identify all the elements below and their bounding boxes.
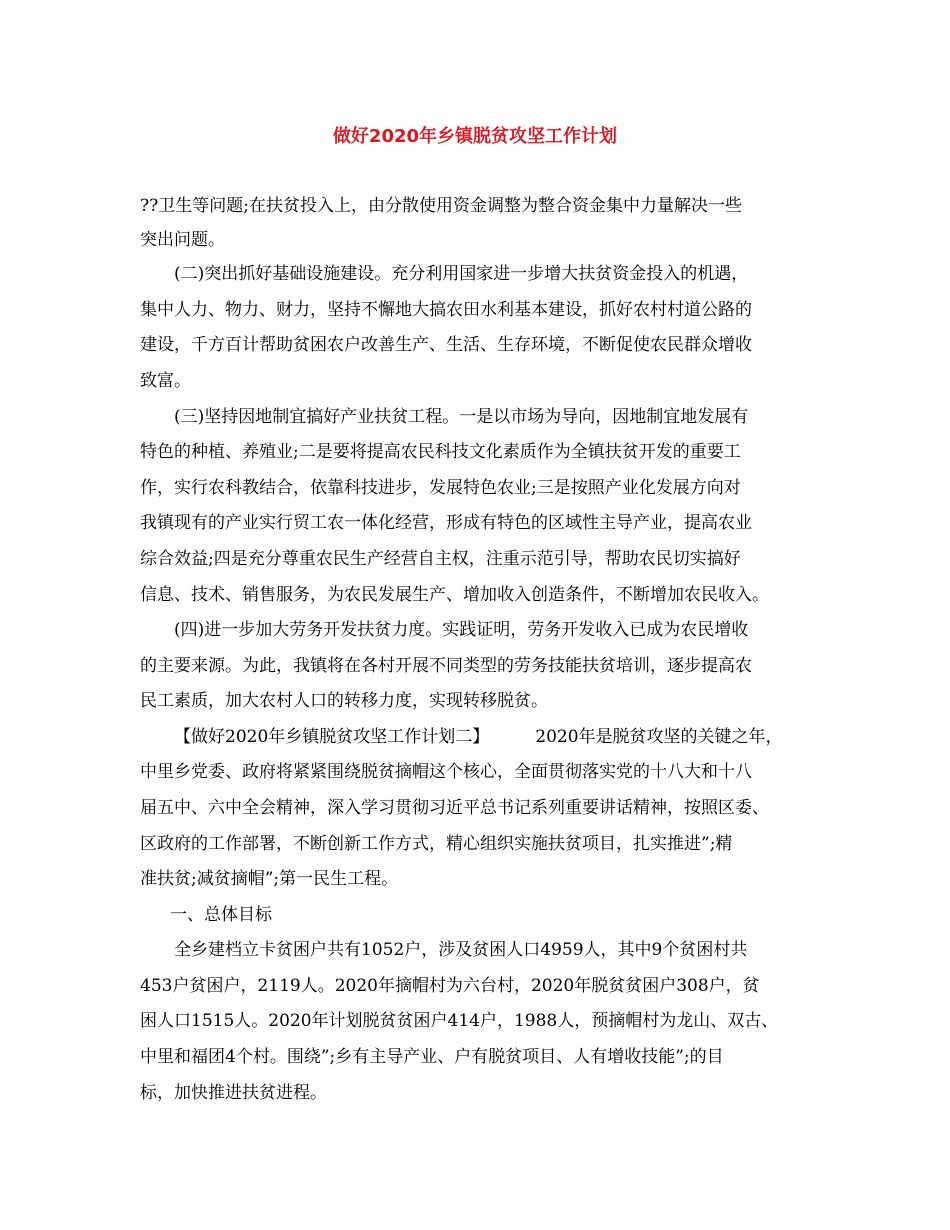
paragraph-line: 453户贫困户，2119人。2020年摘帽村为六台村，2020年脱贫贫困户308户，贫 bbox=[140, 976, 760, 996]
paragraph-line: 民工素质，加大农村人口的转移力度，实现转移脱贫。 bbox=[140, 691, 548, 711]
paragraph-line: 建设，千方百计帮助贫困农户改善生产、生活、生存环境，不断促使农民群众增收 bbox=[140, 335, 752, 355]
paragraph-line: (三)坚持因地制宜搞好产业扶贫工程。一是以市场为导向，因地制宜地发展有 bbox=[174, 407, 749, 427]
paragraph-line: 作，实行农科教结合，依靠科技进步，发展特色农业;三是按照产业化发展方向对 bbox=[140, 478, 741, 498]
paragraph-line: 我镇现有的产业实行贸工农一体化经营，形成有特色的区域性主导产业，提高农业 bbox=[140, 513, 752, 533]
paragraph-line: (四)进一步加大劳务开发扶贫力度。实践证明，劳务开发收入已成为农民增收 bbox=[174, 620, 749, 640]
paragraph-line: 届五中、六中全会精神，深入学习贯彻习近平总书记系列重要讲话精神，按照区委、 bbox=[140, 798, 769, 818]
paragraph-line: 集中人力、物力、财力，坚持不懈地大搞农田水利基本建设，抓好农村村道公路的 bbox=[140, 300, 752, 320]
paragraph-line: 标，加快推进扶贫进程。 bbox=[140, 1083, 327, 1103]
paragraph-line: 困人口1515人。2020年计划脱贫贫困户414户，1988人，预摘帽村为龙山、双古、 bbox=[140, 1011, 779, 1031]
paragraph-line: 中里和福团4个村。围绕”;乡有主导产业、户有脱贫项目、人有增收技能”;的目 bbox=[140, 1047, 724, 1067]
paragraph-line: 区政府的工作部署，不断创新工作方式，精心组织实施扶贫项目，扎实推进”;精 bbox=[140, 834, 733, 854]
paragraph-line: 中里乡党委、政府将紧紧围绕脱贫摘帽这个核心，全面贯彻落实党的十八大和十八 bbox=[140, 762, 752, 782]
paragraph-line: 致富。 bbox=[140, 371, 191, 391]
paragraph-line: 突出问题。 bbox=[140, 230, 225, 250]
paragraph-line: 综合效益;四是充分尊重农民生产经营自主权，注重示范引导，帮助农民切实搞好 bbox=[140, 549, 741, 569]
paragraph-line: 全乡建档立卡贫困户共有1052户，涉及贫困人口4959人，其中9个贫困村共 bbox=[174, 940, 748, 960]
paragraph-line: ??卫生等问题;在扶贫投入上，由分散使用资金调整为整合资金集中力量解决一些 bbox=[140, 196, 742, 216]
section-heading-line bbox=[174, 725, 783, 749]
paragraph-line: 信息、技术、销售服务，为农民发展生产、增加收入创造条件，不断增加农民收入。 bbox=[140, 585, 769, 605]
document-title: 做好2020年乡镇脱贫攻坚工作计划 bbox=[332, 126, 618, 147]
paragraph-line: 的主要来源。为此，我镇将在各村开展不同类型的劳务技能扶贫培训，逐步提高农 bbox=[140, 656, 752, 676]
paragraph-line: 特色的种植、养殖业;二是要将提高农民科技文化素质作为全镇扶贫开发的重要工 bbox=[140, 442, 741, 462]
paragraph-text: 2020年是脱贫攻坚的关键之年， bbox=[535, 727, 783, 747]
subheading: 一、总体目标 bbox=[170, 905, 272, 925]
section-heading: 【做好2020年乡镇脱贫攻坚工作计划二】 bbox=[174, 727, 490, 747]
paragraph-line: (二)突出抓好基础设施建设。充分利用国家进一步增大扶贫资金投入的机遇， bbox=[174, 264, 749, 284]
paragraph-line: 准扶贫;减贫摘帽”;第一民生工程。 bbox=[140, 869, 399, 889]
